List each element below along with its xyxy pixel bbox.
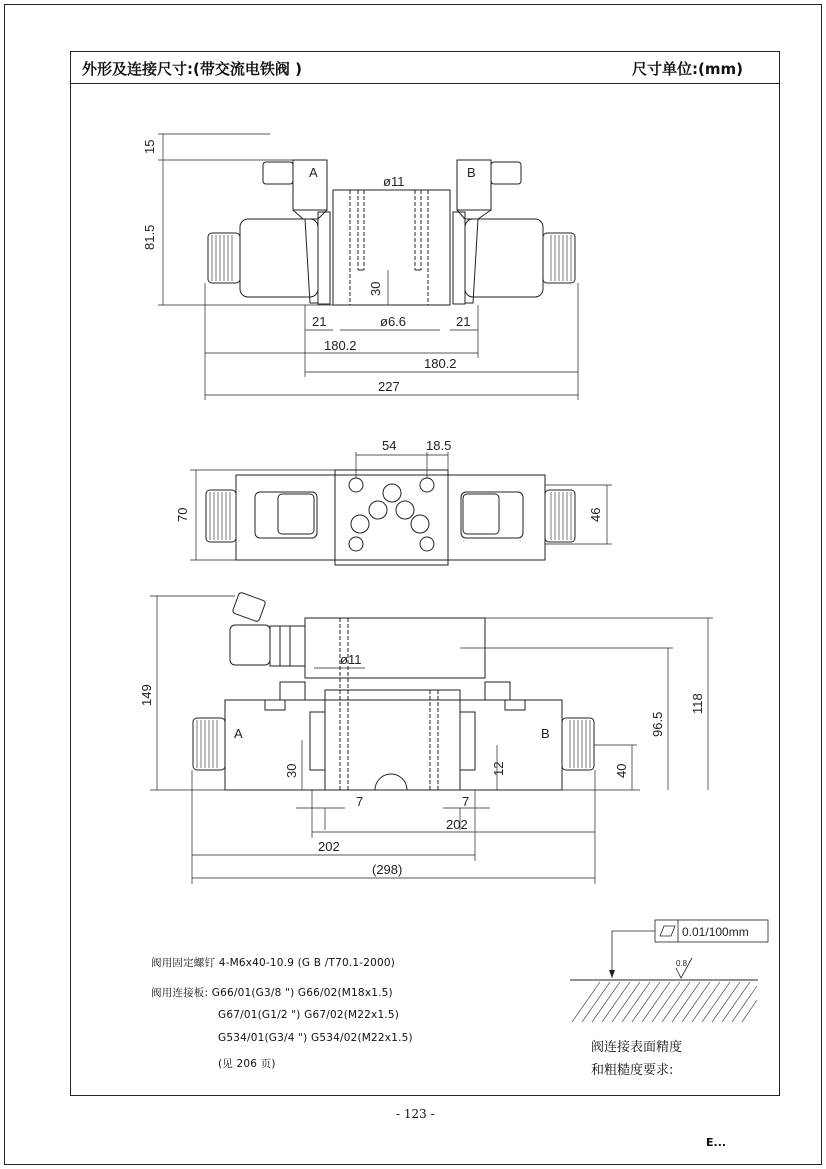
surface-finish-symbol bbox=[570, 920, 768, 1022]
dim-half-right: 180.2 bbox=[424, 356, 457, 371]
coil-b-label: B bbox=[467, 165, 476, 180]
dim-half-left: 180.2 bbox=[324, 338, 357, 353]
page-number: - 123 - bbox=[396, 1107, 435, 1121]
flatness-value: 0.01/100mm bbox=[682, 925, 749, 939]
front-view bbox=[142, 134, 578, 400]
dim-height-149: 149 bbox=[139, 684, 154, 706]
dim-width-202-left: 202 bbox=[318, 839, 340, 854]
dim-height-118: 118 bbox=[690, 693, 705, 714]
top-view bbox=[175, 438, 612, 565]
note-page-ref: (见 206 页) bbox=[218, 1058, 276, 1070]
dim-overall: 227 bbox=[378, 379, 400, 394]
roughness-value: 0.8 bbox=[676, 959, 688, 968]
drawing-title: 外形及连接尺寸:(带交流电铁阀 ) bbox=[82, 60, 302, 78]
dim-depth: 30 bbox=[368, 281, 383, 296]
dim-right-7: 7 bbox=[462, 794, 470, 809]
dim-height-46: 46 bbox=[588, 507, 603, 522]
dim-left-7: 7 bbox=[356, 794, 364, 809]
dim-height-40: 40 bbox=[614, 763, 629, 778]
dim-top-gap: 15 bbox=[142, 139, 157, 154]
note-bolts: 阀用固定螺钉 4-M6x40-10.9 (G B /T70.1-2000) bbox=[151, 957, 396, 969]
dim-right-21: 21 bbox=[456, 314, 471, 329]
coil-a-label: A bbox=[309, 165, 318, 180]
port-a-label: A bbox=[234, 726, 243, 741]
dim-left-21: 21 bbox=[312, 314, 327, 329]
port-b-label: B bbox=[541, 726, 550, 741]
unit-label: 尺寸单位:(mm) bbox=[632, 60, 743, 78]
dim-height-96-5: 96.5 bbox=[650, 711, 665, 737]
dim-height: 81.5 bbox=[142, 224, 157, 250]
dim-port-dia: ø6.6 bbox=[380, 314, 407, 329]
dim-hole-dia: ø11 bbox=[383, 174, 405, 189]
surface-caption-2: 和粗糙度要求: bbox=[591, 1063, 674, 1078]
note-plate-2: G67/01(G1/2 ") G67/02(M22x1.5) bbox=[218, 1009, 400, 1021]
dim-spacing-54: 54 bbox=[382, 438, 397, 453]
dim-overall-298: (298) bbox=[372, 862, 403, 877]
dim-height-70: 70 bbox=[175, 507, 190, 522]
note-plate-1: 阀用连接板: G66/01(G3/8 ") G66/02(M18x1.5) bbox=[151, 987, 393, 999]
dim-spacing-18-5: 18.5 bbox=[426, 438, 452, 453]
dim-width-202-right: 202 bbox=[446, 817, 468, 832]
surface-caption-1: 阀连接表面精度 bbox=[591, 1040, 683, 1055]
note-plate-3: G534/01(G3/4 ") G534/02(M22x1.5) bbox=[218, 1032, 413, 1044]
dim-height-30: 30 bbox=[284, 763, 299, 778]
dim-height-12: 12 bbox=[491, 761, 506, 776]
side-view bbox=[139, 592, 713, 884]
corner-mark: E... bbox=[706, 1136, 727, 1149]
dim-side-hole-dia: ø11 bbox=[340, 652, 362, 667]
